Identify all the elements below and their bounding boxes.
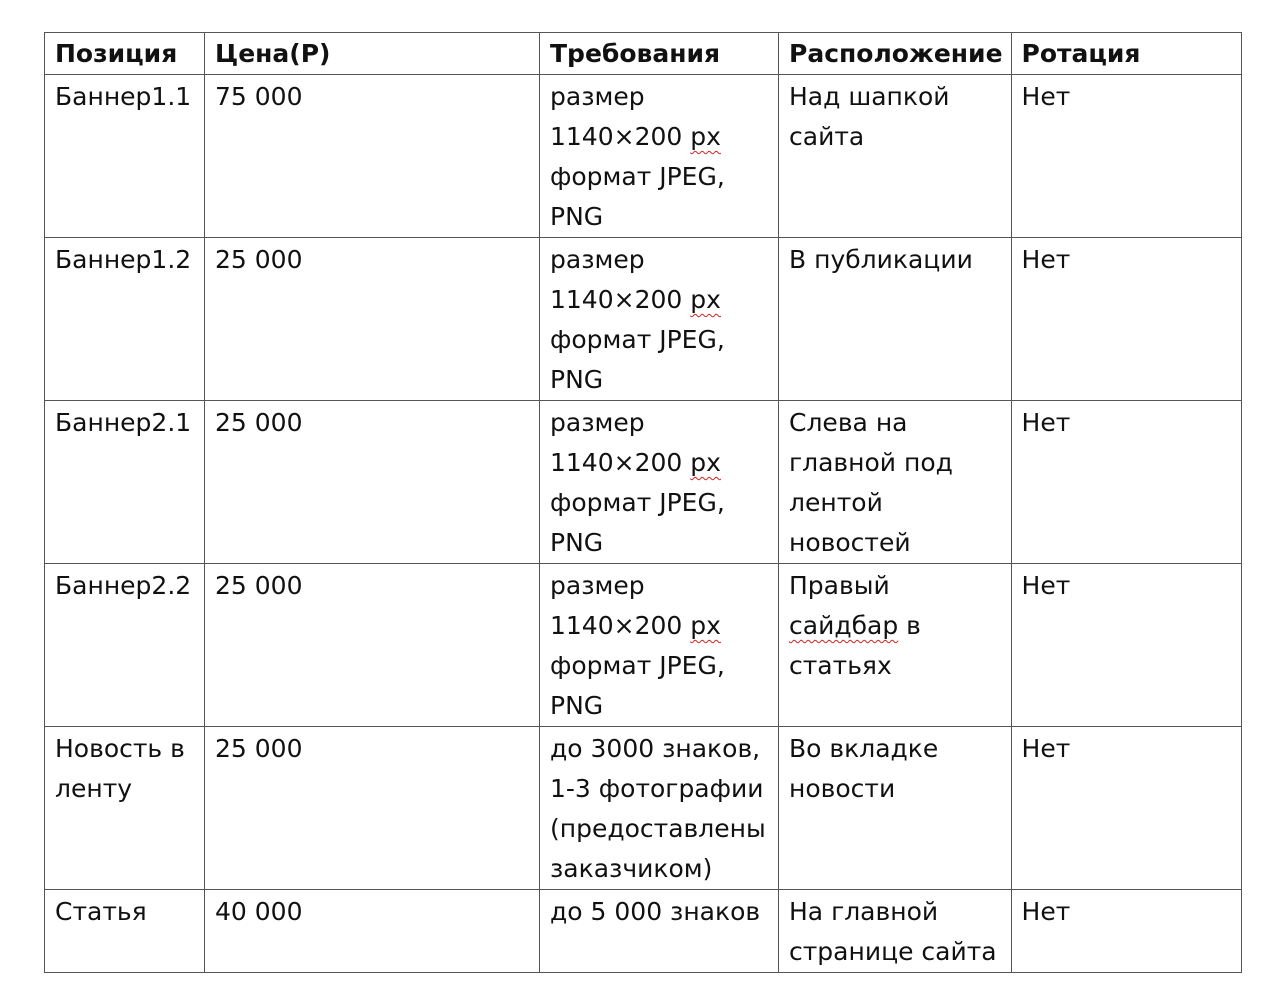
requirements-line: размер — [550, 408, 645, 437]
location-line: Правый — [789, 571, 890, 600]
header-requirements: Требования — [540, 33, 779, 75]
location-line: Над шапкой — [789, 82, 950, 111]
size-value: 1140×200 px — [550, 448, 721, 477]
table-row — [45, 564, 1242, 727]
cell-rotation: Нет — [1011, 890, 1241, 973]
location-line: сайта — [789, 122, 865, 151]
requirements-line — [550, 280, 770, 320]
cell-requirements — [540, 238, 779, 401]
cell-price: 25 000 — [205, 238, 540, 401]
requirements-line: PNG — [550, 365, 604, 394]
cell-position: Баннер1.1 — [45, 75, 205, 238]
location-line: Во вкладке — [789, 734, 939, 763]
header-price: Цена(Р) — [205, 33, 540, 75]
cell-price: 40 000 — [205, 890, 540, 973]
requirements-line — [550, 606, 770, 646]
requirements-line: размер — [550, 82, 645, 111]
requirements-line: (предоставлены — [550, 814, 766, 843]
requirements-line: PNG — [550, 691, 604, 720]
cell-price: 25 000 — [205, 727, 540, 890]
requirements-line: размер — [550, 571, 645, 600]
cell-rotation: Нет — [1011, 401, 1241, 564]
location-line: главной под — [789, 448, 953, 477]
requirements-line: 1-3 фотографии — [550, 774, 764, 803]
requirements-line: до 5 000 знаков — [550, 897, 761, 926]
header-location: Расположение — [779, 33, 1012, 75]
location-line: лентой — [789, 488, 883, 517]
cell-position: Баннер2.2 — [45, 564, 205, 727]
requirements-line: размер — [550, 245, 645, 274]
size-value: 1140×200 px — [550, 285, 721, 314]
requirements-line: формат JPEG, — [550, 488, 725, 517]
cell-rotation: Нет — [1011, 727, 1241, 890]
cell-requirements — [540, 401, 779, 564]
requirements-line: до 3000 знаков, — [550, 734, 761, 763]
cell-position: Баннер1.2 — [45, 238, 205, 401]
requirements-line: формат JPEG, — [550, 162, 725, 191]
cell-location — [779, 75, 1012, 238]
position-line: ленту — [55, 774, 133, 803]
requirements-line — [550, 443, 770, 483]
cell-requirements — [540, 75, 779, 238]
requirements-line: формат JPEG, — [550, 325, 725, 354]
cell-rotation: Нет — [1011, 564, 1241, 727]
size-value: 1140×200 px — [550, 611, 721, 640]
table-row — [45, 890, 1242, 973]
location-line — [789, 606, 1003, 646]
cell-rotation: Нет — [1011, 75, 1241, 238]
requirements-line: PNG — [550, 202, 604, 231]
location-line: На главной — [789, 897, 939, 926]
cell-location — [779, 238, 1012, 401]
cell-requirements — [540, 727, 779, 890]
sidebar-word: сайдбар в — [789, 611, 921, 640]
cell-position — [45, 727, 205, 890]
table-row — [45, 75, 1242, 238]
location-line: В публикации — [789, 245, 973, 274]
cell-location — [779, 564, 1012, 727]
header-rotation: Ротация — [1011, 33, 1241, 75]
requirements-line — [550, 117, 770, 157]
cell-rotation: Нет — [1011, 238, 1241, 401]
cell-position: Статья — [45, 890, 205, 973]
cell-location — [779, 727, 1012, 890]
advertising-price-table — [44, 32, 1242, 973]
requirements-line: PNG — [550, 528, 604, 557]
position-line: Новость в — [55, 734, 185, 763]
cell-price: 25 000 — [205, 564, 540, 727]
location-line: статьях — [789, 651, 892, 680]
cell-requirements — [540, 564, 779, 727]
header-position: Позиция — [45, 33, 205, 75]
table-header-row — [45, 33, 1242, 75]
cell-price: 25 000 — [205, 401, 540, 564]
cell-requirements — [540, 890, 779, 973]
requirements-line: заказчиком) — [550, 854, 713, 883]
location-line: новости — [789, 774, 896, 803]
cell-location — [779, 401, 1012, 564]
location-line: Слева на — [789, 408, 908, 437]
table-row — [45, 238, 1242, 401]
cell-price: 75 000 — [205, 75, 540, 238]
requirements-line: формат JPEG, — [550, 651, 725, 680]
cell-location — [779, 890, 1012, 973]
table-row — [45, 401, 1242, 564]
location-line: странице сайта — [789, 937, 997, 966]
location-line: новостей — [789, 528, 911, 557]
table-row — [45, 727, 1242, 890]
cell-position: Баннер2.1 — [45, 401, 205, 564]
size-value: 1140×200 px — [550, 122, 721, 151]
